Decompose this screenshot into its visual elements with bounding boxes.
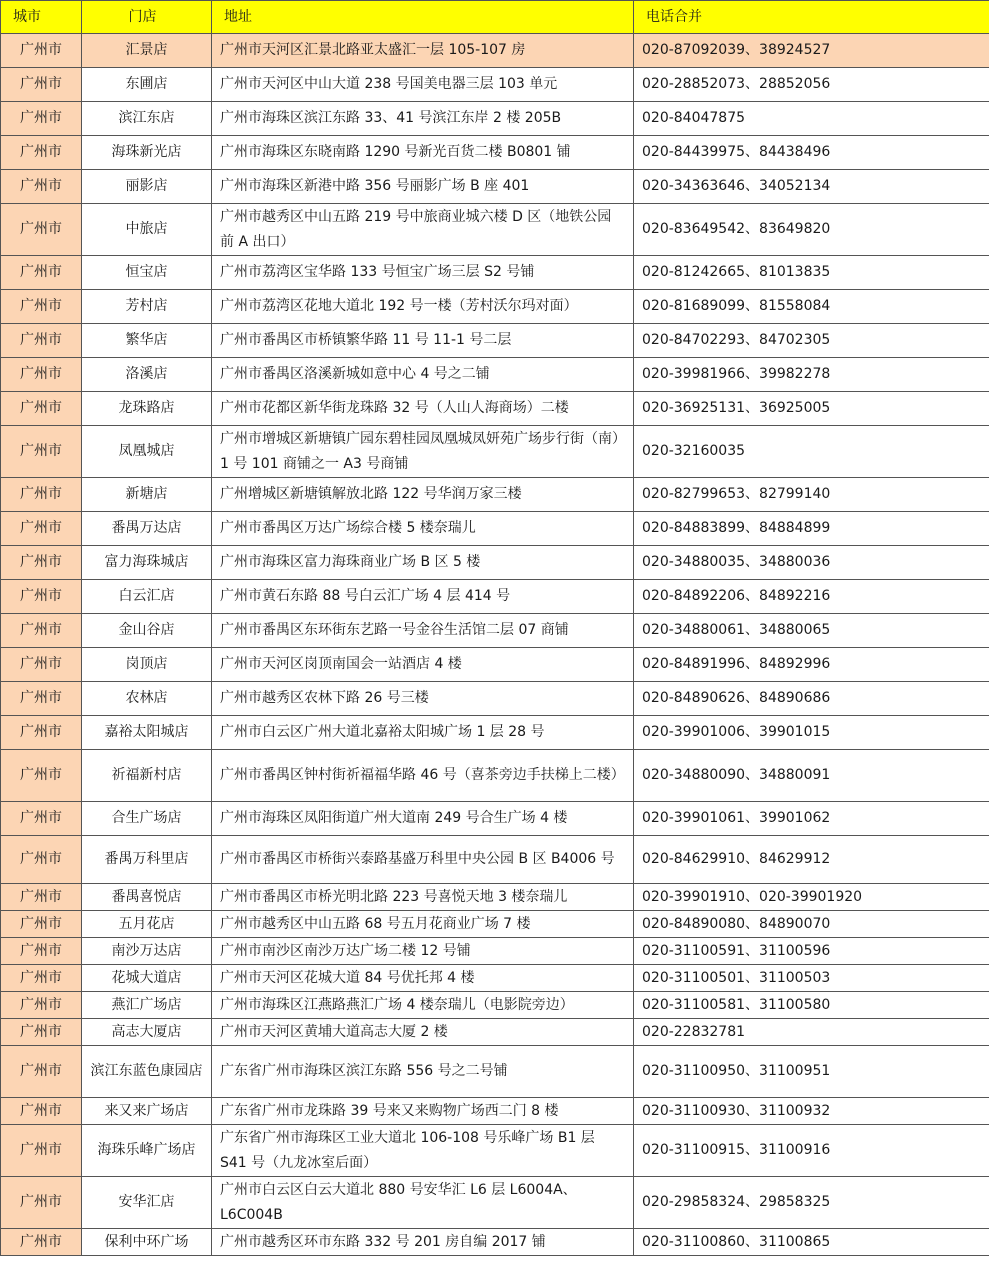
table-row [1,648,989,682]
cell-store: 富力海珠城店 [82,546,212,580]
cell-store: 滨江东店 [82,102,212,136]
cell-store: 汇景店 [82,34,212,68]
cell-store: 合生广场店 [82,802,212,836]
cell-phone: 020-34880090、34880091 [634,750,989,802]
cell-address: 广州市海珠区滨江东路 33、41 号滨江东岸 2 楼 205B [212,102,634,136]
cell-phone: 020-32160035 [634,426,989,478]
cell-address: 广州市越秀区环市东路 332 号 201 房自编 2017 铺 [212,1229,634,1256]
cell-store: 新塘店 [82,478,212,512]
cell-address: 广东省广州市海珠区工业大道北 106-108 号乐峰广场 B1 层 S41 号（九龙冰室后面） [212,1125,634,1177]
cell-phone: 020-39981966、39982278 [634,358,989,392]
table-row [1,938,989,965]
table-row [1,884,989,911]
cell-store: 农林店 [82,682,212,716]
table-row [1,426,989,478]
cell-address: 广州市海珠区江燕路燕汇广场 4 楼奈瑞儿（电影院旁边） [212,992,634,1019]
cell-store: 番禺万科里店 [82,836,212,884]
cell-store: 嘉裕太阳城店 [82,716,212,750]
cell-phone: 020-29858324、29858325 [634,1177,989,1229]
cell-address: 广州市天河区汇景北路亚太盛汇一层 105-107 房 [212,34,634,68]
cell-address: 广州市番禺区市桥光明北路 223 号喜悦天地 3 楼奈瑞儿 [212,884,634,911]
cell-address: 广州市白云区广州大道北嘉裕太阳城广场 1 层 28 号 [212,716,634,750]
cell-city: 广州市 [1,836,82,884]
cell-phone: 020-82799653、82799140 [634,478,989,512]
table-row [1,136,989,170]
cell-phone: 020-84629910、84629912 [634,836,989,884]
table-row [1,358,989,392]
table-row [1,965,989,992]
table-row [1,750,989,802]
table-row [1,68,989,102]
cell-address: 广州市海珠区凤阳街道广州大道南 249 号合生广场 4 楼 [212,802,634,836]
cell-store: 洛溪店 [82,358,212,392]
cell-city: 广州市 [1,802,82,836]
cell-phone: 020-36925131、36925005 [634,392,989,426]
cell-store: 五月花店 [82,911,212,938]
cell-city: 广州市 [1,911,82,938]
cell-phone: 020-34880061、34880065 [634,614,989,648]
cell-address: 广州市番禺区市桥镇繁华路 11 号 11-1 号二层 [212,324,634,358]
table-row [1,580,989,614]
cell-city: 广州市 [1,1046,82,1098]
cell-address: 广州市天河区中山大道 238 号国美电器三层 103 单元 [212,68,634,102]
cell-phone: 020-34363646、34052134 [634,170,989,204]
cell-address: 广东省广州市龙珠路 39 号来又来购物广场西二门 8 楼 [212,1098,634,1125]
cell-address: 广州市天河区黄埔大道高志大厦 2 楼 [212,1019,634,1046]
cell-store: 祈福新村店 [82,750,212,802]
table-row [1,34,989,68]
cell-city: 广州市 [1,426,82,478]
header-store: 门店 [82,1,212,34]
cell-phone: 020-31100860、31100865 [634,1229,989,1256]
cell-address: 广州市番禺区钟村街祈福福华路 46 号（喜茶旁边手扶梯上二楼） [212,750,634,802]
cell-city: 广州市 [1,1019,82,1046]
table-row [1,204,989,256]
cell-store: 岗顶店 [82,648,212,682]
cell-city: 广州市 [1,358,82,392]
cell-address: 广州增城区新塘镇解放北路 122 号华润万家三楼 [212,478,634,512]
cell-address: 广州市花都区新华街龙珠路 32 号（人山人海商场）二楼 [212,392,634,426]
table-row [1,1177,989,1229]
header-city: 城市 [1,1,82,34]
cell-city: 广州市 [1,204,82,256]
cell-phone: 020-81689099、81558084 [634,290,989,324]
cell-address: 广州市海珠区东晓南路 1290 号新光百货二楼 B0801 铺 [212,136,634,170]
cell-address: 广州市番禺区市桥街兴泰路基盛万科里中央公园 B 区 B4006 号 [212,836,634,884]
cell-store: 高志大厦店 [82,1019,212,1046]
cell-phone: 020-81242665、81013835 [634,256,989,290]
cell-city: 广州市 [1,1098,82,1125]
cell-address: 广州市荔湾区花地大道北 192 号一楼（芳村沃尔玛对面） [212,290,634,324]
cell-phone: 020-84891996、84892996 [634,648,989,682]
table-row [1,256,989,290]
cell-city: 广州市 [1,580,82,614]
cell-city: 广州市 [1,1125,82,1177]
table-row [1,614,989,648]
cell-city: 广州市 [1,478,82,512]
cell-city: 广州市 [1,648,82,682]
cell-phone: 020-31100591、31100596 [634,938,989,965]
table-row [1,1019,989,1046]
cell-address: 广州市越秀区中山五路 68 号五月花商业广场 7 楼 [212,911,634,938]
cell-store: 白云汇店 [82,580,212,614]
cell-phone: 020-83649542、83649820 [634,204,989,256]
cell-city: 广州市 [1,750,82,802]
cell-phone: 020-28852073、28852056 [634,68,989,102]
cell-city: 广州市 [1,992,82,1019]
cell-city: 广州市 [1,102,82,136]
cell-phone: 020-87092039、38924527 [634,34,989,68]
cell-phone: 020-31100915、31100916 [634,1125,989,1177]
header-phone: 电话合并 [634,1,989,34]
table-body [1,34,989,1256]
cell-store: 来又来广场店 [82,1098,212,1125]
cell-city: 广州市 [1,546,82,580]
cell-city: 广州市 [1,68,82,102]
table-row [1,911,989,938]
cell-city: 广州市 [1,170,82,204]
table-row [1,1125,989,1177]
cell-phone: 020-34880035、34880036 [634,546,989,580]
cell-address: 广州市番禺区洛溪新城如意中心 4 号之二铺 [212,358,634,392]
cell-city: 广州市 [1,136,82,170]
cell-city: 广州市 [1,716,82,750]
cell-store: 中旅店 [82,204,212,256]
cell-phone: 020-31100950、31100951 [634,1046,989,1098]
cell-phone: 020-22832781 [634,1019,989,1046]
cell-store: 海珠新光店 [82,136,212,170]
cell-phone: 020-31100581、31100580 [634,992,989,1019]
cell-phone: 020-84439975、84438496 [634,136,989,170]
cell-store: 燕汇广场店 [82,992,212,1019]
cell-store: 番禺喜悦店 [82,884,212,911]
cell-store: 滨江东蓝色康园店 [82,1046,212,1098]
cell-phone: 020-84890626、84890686 [634,682,989,716]
cell-address: 广州市越秀区农林下路 26 号三楼 [212,682,634,716]
cell-city: 广州市 [1,290,82,324]
cell-city: 广州市 [1,392,82,426]
table-row [1,716,989,750]
cell-city: 广州市 [1,682,82,716]
table-row [1,1229,989,1256]
cell-address: 广州市增城区新塘镇广园东碧桂园凤凰城凤妍苑广场步行街（南）1 号 101 商铺之一 A3 号商铺 [212,426,634,478]
cell-phone: 020-84892206、84892216 [634,580,989,614]
cell-city: 广州市 [1,1177,82,1229]
cell-store: 海珠乐峰广场店 [82,1125,212,1177]
cell-address: 广州市番禺区东环街东艺路一号金谷生活馆二层 07 商铺 [212,614,634,648]
table-row [1,170,989,204]
cell-store: 恒宝店 [82,256,212,290]
cell-phone: 020-84047875 [634,102,989,136]
cell-city: 广州市 [1,256,82,290]
table-row [1,324,989,358]
cell-address: 广州市天河区花城大道 84 号优托邦 4 楼 [212,965,634,992]
table-row [1,836,989,884]
cell-store: 龙珠路店 [82,392,212,426]
cell-city: 广州市 [1,1229,82,1256]
cell-address: 广州市白云区白云大道北 880 号安华汇 L6 层 L6004A、L6C004B [212,1177,634,1229]
table-header-row [1,1,989,34]
cell-address: 广州市荔湾区宝华路 133 号恒宝广场三层 S2 号铺 [212,256,634,290]
cell-store: 丽影店 [82,170,212,204]
table-row [1,290,989,324]
table-row [1,512,989,546]
table-row [1,1098,989,1125]
cell-address: 广州市番禺区万达广场综合楼 5 楼奈瑞儿 [212,512,634,546]
cell-store: 保利中环广场 [82,1229,212,1256]
table-row [1,682,989,716]
header-address: 地址 [212,1,634,34]
cell-city: 广州市 [1,324,82,358]
cell-address: 广州市海珠区富力海珠商业广场 B 区 5 楼 [212,546,634,580]
cell-store: 番禺万达店 [82,512,212,546]
cell-address: 广州市南沙区南沙万达广场二楼 12 号铺 [212,938,634,965]
cell-address: 广东省广州市海珠区滨江东路 556 号之二号铺 [212,1046,634,1098]
cell-city: 广州市 [1,938,82,965]
table-row [1,392,989,426]
cell-store: 芳村店 [82,290,212,324]
cell-address: 广州市海珠区新港中路 356 号丽影广场 B 座 401 [212,170,634,204]
cell-phone: 020-84702293、84702305 [634,324,989,358]
cell-phone: 020-84890080、84890070 [634,911,989,938]
cell-address: 广州市黄石东路 88 号白云汇广场 4 层 414 号 [212,580,634,614]
cell-city: 广州市 [1,965,82,992]
cell-store: 南沙万达店 [82,938,212,965]
cell-store: 花城大道店 [82,965,212,992]
cell-store: 金山谷店 [82,614,212,648]
cell-phone: 020-39901006、39901015 [634,716,989,750]
cell-phone: 020-39901061、39901062 [634,802,989,836]
cell-store: 东圃店 [82,68,212,102]
cell-address: 广州市天河区岗顶南国会一站酒店 4 楼 [212,648,634,682]
table-row [1,546,989,580]
cell-address: 广州市越秀区中山五路 219 号中旅商业城六楼 D 区（地铁公园前 A 出口） [212,204,634,256]
cell-city: 广州市 [1,614,82,648]
cell-store: 安华汇店 [82,1177,212,1229]
cell-store: 凤凰城店 [82,426,212,478]
cell-city: 广州市 [1,34,82,68]
cell-store: 繁华店 [82,324,212,358]
table-row [1,992,989,1019]
table-row [1,478,989,512]
cell-city: 广州市 [1,512,82,546]
cell-phone: 020-31100501、31100503 [634,965,989,992]
cell-phone: 020-39901910、020-39901920 [634,884,989,911]
table-row [1,102,989,136]
table-row [1,802,989,836]
cell-phone: 020-84883899、84884899 [634,512,989,546]
cell-city: 广州市 [1,884,82,911]
cell-phone: 020-31100930、31100932 [634,1098,989,1125]
table-row [1,1046,989,1098]
